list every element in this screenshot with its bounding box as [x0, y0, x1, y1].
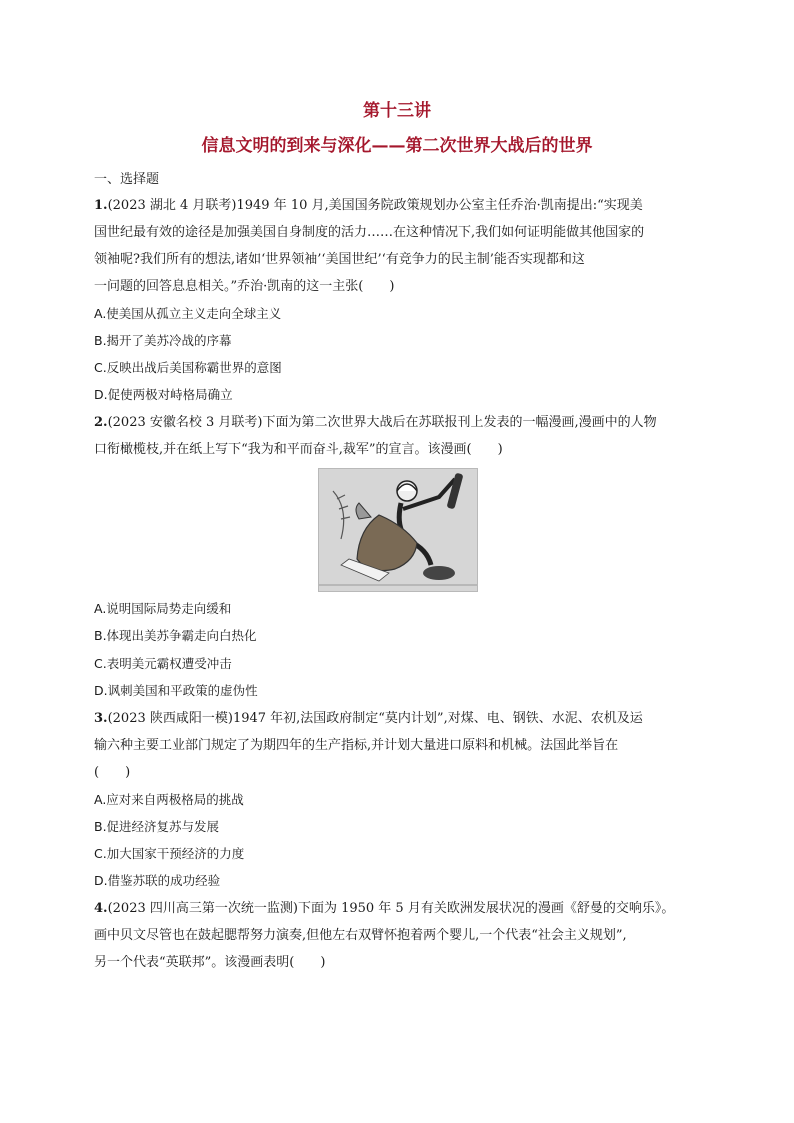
cartoon-drawing [319, 469, 477, 591]
question-1-line-4: 一问题的回答息息相关。”乔治·凯南的这一主张( ) [94, 279, 395, 294]
question-text: (2023 湖北 4 月联考)1949 年 10 月,美国国务院政策规划办公室主任乔治·凯南提出:“实现美 [107, 198, 643, 213]
question-3-line-2: 输六种主要工业部门规定了为期四年的生产指标,并计划大量进口原料和机械。法国此举旨在 [94, 738, 619, 753]
q3-option-b: B.促进经济复苏与发展 [94, 819, 220, 834]
question-3-line-1 [94, 710, 704, 727]
question-1-line-3: 领袖呢?我们所有的想法,诸如‘世界领袖’‘美国世纪’‘有竞争力的民主制’能否实现都和这 [94, 252, 585, 267]
lecture-title: 第十三讲 [363, 101, 431, 121]
question-4-line-2: 画中贝文尽管也在鼓起腮帮努力演奏,但他左右双臂怀抱着两个婴儿,一个代表“社会主义规划”, [94, 928, 627, 943]
question-text: (2023 安徽名校 3 月联考)下面为第二次世界大战后在苏联报刊上发表的一幅漫画,漫画中的人物 [107, 415, 657, 430]
question-text: (2023 四川高三第一次统一监测)下面为 1950 年 5 月有关欧洲发展状况的漫画《舒曼的交响乐》。 [107, 901, 675, 916]
q1-option-b: B.揭开了美苏冷战的序幕 [94, 333, 232, 348]
q1-option-a: A.使美国从孤立主义走向全球主义 [94, 306, 282, 321]
question-2-line-2: 口衔橄榄枝,并在纸上写下“我为和平而奋斗,裁军”的宣言。该漫画( ) [94, 442, 503, 457]
question-1-line-2: 国世纪最有效的途径是加强美国自身制度的活力……在这种情况下,我们如何证明能做其他国家的 [94, 225, 645, 240]
q3-option-c: C.加大国家干预经济的力度 [94, 846, 245, 861]
question-number: 4. [94, 901, 108, 916]
q2-option-c: C.表明美元霸权遭受冲击 [94, 656, 232, 671]
question-number: 3. [94, 711, 108, 726]
question-3-line-3: ( ) [94, 765, 131, 780]
question-2-line-1 [94, 414, 704, 431]
page-subtitle: 信息文明的到来与深化——第二次世界大战后的世界 [201, 136, 593, 156]
q3-option-d: D.借鉴苏联的成功经验 [94, 873, 221, 888]
question-1-line-1 [94, 197, 704, 214]
question-text: (2023 陕西咸阳一模)1947 年初,法国政府制定“莫内计划”,对煤、电、钢铁、水泥、农机及运 [107, 711, 643, 726]
q2-option-b: B.体现出美苏争霸走向白热化 [94, 628, 257, 643]
q2-option-d: D.讽刺美国和平政策的虚伪性 [94, 683, 258, 698]
question-4-line-3: 另一个代表“英联邦”。该漫画表明( ) [94, 955, 326, 970]
cartoon-image [318, 468, 478, 592]
question-4-line-1 [94, 900, 704, 917]
q3-option-a: A.应对来自两极格局的挑战 [94, 792, 244, 807]
q1-option-c: C.反映出战后美国称霸世界的意图 [94, 360, 282, 375]
q1-option-d: D.促使两极对峙格局确立 [94, 387, 233, 402]
q2-option-a: A.说明国际局势走向缓和 [94, 601, 232, 616]
question-number: 1. [94, 198, 108, 213]
section-heading: 一、选择题 [94, 172, 160, 187]
question-number: 2. [94, 415, 108, 430]
